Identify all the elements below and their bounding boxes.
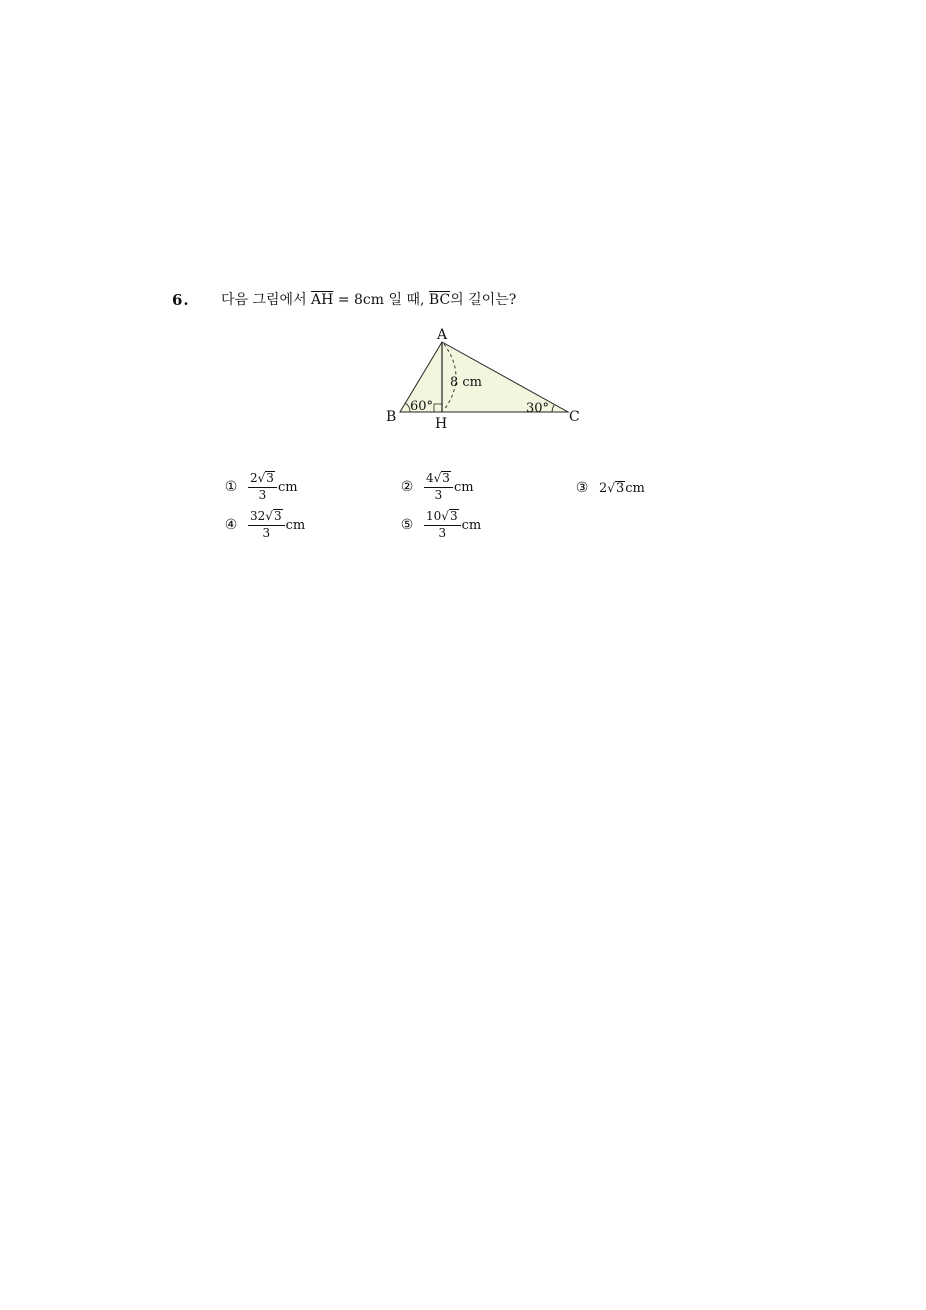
choice-2-unit: cm <box>453 479 474 495</box>
choice-1-number: ① <box>224 479 238 495</box>
question-number: 6. <box>172 291 190 309</box>
choice-3-number: ③ <box>575 480 589 496</box>
choice-1-unit: cm <box>277 479 298 495</box>
choice-3-radicand: 3 <box>615 481 625 496</box>
choice-5-coefficient: 10 <box>426 509 442 523</box>
choice-2-number: ② <box>400 479 414 495</box>
choice-2-radicand: 3 <box>442 471 450 485</box>
choice-1-fraction <box>248 471 277 503</box>
sqrt-icon: √ 3 <box>607 481 625 496</box>
choice-4-fraction <box>248 509 285 541</box>
question-text-middle: = 8cm 일 때, <box>333 292 429 308</box>
choice-4[interactable] <box>224 509 305 541</box>
choice-4-number: ④ <box>224 517 238 533</box>
choice-3-unit: cm <box>625 480 645 496</box>
choice-4-numerator <box>248 509 285 526</box>
choice-3-coefficient: 2 <box>599 480 608 496</box>
question-text <box>221 290 516 310</box>
choice-4-radicand: 3 <box>273 509 282 523</box>
sqrt-icon: √ 3 <box>433 471 450 485</box>
choice-1-denominator: 3 <box>258 488 267 502</box>
choice-5[interactable] <box>400 509 481 541</box>
triangle-figure <box>380 322 590 434</box>
angle-b-label: 60° <box>410 399 434 414</box>
choice-5-radicand: 3 <box>449 509 458 523</box>
choice-2-coefficient: 4 <box>426 471 434 485</box>
choice-1-numerator <box>248 471 277 488</box>
choice-5-denominator: 3 <box>438 526 447 540</box>
sqrt-icon: √ 3 <box>441 509 458 523</box>
sqrt-icon: √ 3 <box>257 471 274 485</box>
triangle-diagram <box>380 322 590 434</box>
vertex-a-label: A <box>437 327 448 343</box>
choice-1[interactable] <box>224 471 298 503</box>
choice-5-numerator <box>424 509 461 526</box>
choice-2[interactable] <box>400 471 474 503</box>
choice-5-unit: cm <box>461 517 482 533</box>
vertex-h-label: H <box>435 416 448 432</box>
choice-4-denominator: 3 <box>262 526 271 540</box>
vertex-b-label: B <box>386 409 397 425</box>
choice-3[interactable] <box>575 480 645 496</box>
choice-2-fraction <box>424 471 453 503</box>
choice-1-radicand: 3 <box>266 471 274 485</box>
choice-2-numerator <box>424 471 453 488</box>
choice-4-coefficient: 32 <box>250 509 266 523</box>
angle-c-label: 30° <box>526 401 550 416</box>
question-text-after: 의 길이는? <box>450 292 517 308</box>
segment-bc: $\overline{BC}$ <box>428 292 451 308</box>
height-label: 8 cm <box>450 375 483 390</box>
segment-ah: $\overline{AH}$ <box>311 292 334 308</box>
choice-5-number: ⑤ <box>400 517 414 533</box>
question-text-before: 다음 그림에서 <box>221 292 312 308</box>
choice-2-denominator: 3 <box>434 488 443 502</box>
vertex-c-label: C <box>569 409 580 425</box>
sqrt-icon: √ 3 <box>265 509 282 523</box>
choice-4-unit: cm <box>285 517 306 533</box>
choice-5-fraction <box>424 509 461 541</box>
choice-1-coefficient: 2 <box>250 471 258 485</box>
